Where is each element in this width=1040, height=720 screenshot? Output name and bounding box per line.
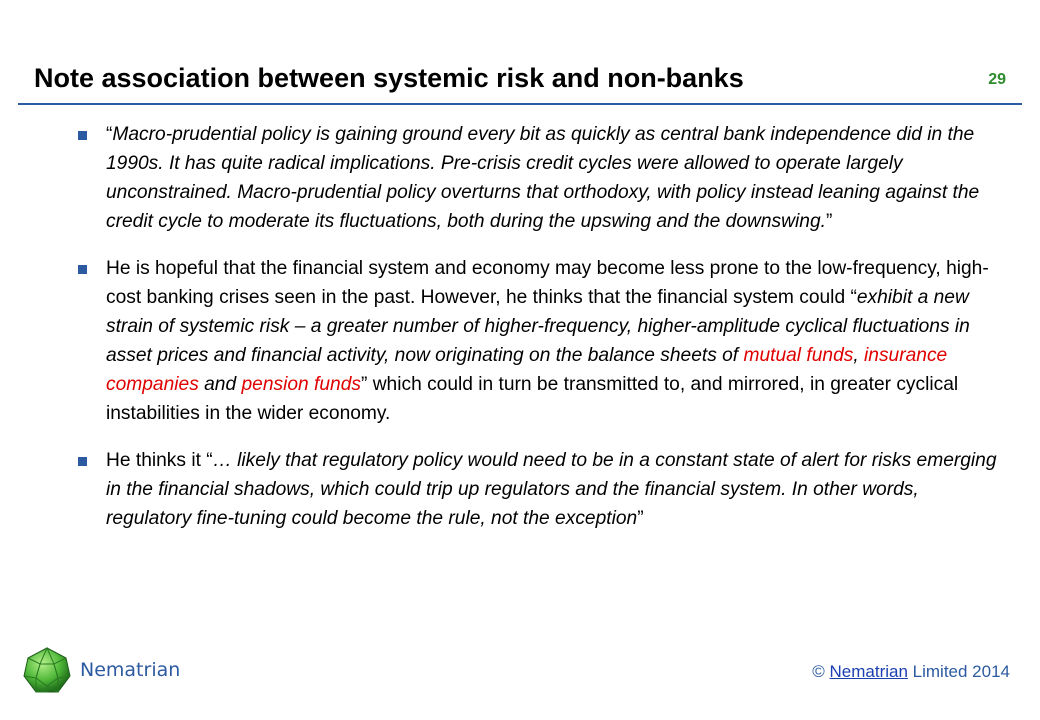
bullet-list bbox=[78, 120, 998, 551]
bullet-text-segment: ” bbox=[637, 508, 644, 529]
bullet-text-segment: He is hopeful that the financial system and economy may become less prone to the low-frequency, high-cost banking crises seen in the past. However, he thinks that the financial system could “ bbox=[106, 258, 989, 308]
bullet-item bbox=[78, 254, 998, 428]
slide-title: Note association between systemic risk and non-banks bbox=[34, 63, 744, 93]
bullet-text bbox=[106, 120, 998, 236]
bullet-text-segment: , bbox=[853, 345, 865, 366]
copyright-suffix: Limited 2014 bbox=[907, 662, 1010, 681]
title-divider bbox=[18, 103, 1022, 105]
bullet-text-segment: pension funds bbox=[241, 374, 361, 395]
bullet-text-segment: “ bbox=[106, 124, 113, 145]
bullet-item bbox=[78, 120, 998, 236]
bullet-text-segment: exhibit a new strain of systemic risk – a greater number of higher-frequency, higher-amplitude cyclical fluctuations in asset prices and financial activity, now originating on the balance sheets of bbox=[106, 287, 970, 366]
copyright-notice bbox=[812, 662, 1010, 682]
bullet-item bbox=[78, 446, 998, 533]
square-bullet-icon bbox=[78, 457, 87, 466]
bullet-text-segment: insurance companies bbox=[106, 345, 948, 395]
bullet-text-segment: and bbox=[198, 374, 242, 395]
bullet-text-segment: ” which could in turn be transmitted to, and mirrored, in greater cyclical instabilities in the wider economy. bbox=[106, 374, 959, 424]
bullet-text bbox=[106, 446, 998, 533]
copyright-link[interactable]: Nematrian bbox=[829, 662, 908, 681]
slide-number: 29 bbox=[988, 71, 1006, 88]
square-bullet-icon bbox=[78, 131, 87, 140]
bullet-text-segment: Macro-prudential policy is gaining ground every bit as quickly as central bank independence did in the 1990s. It has quite radical implications. Pre-crisis credit cycles were allowed to operate largely unconstrained. Macro-prudential policy overturns that orthodoxy, with policy instead leaning against the credit cycle to moderate its fluctuations, both during the upswing and the downswing. bbox=[106, 124, 980, 232]
green-polyhedron-icon bbox=[22, 646, 72, 696]
bullet-text-segment: ” bbox=[825, 211, 833, 232]
bullet-text-segment: mutual funds bbox=[743, 345, 854, 366]
brand-name: Nematrian bbox=[80, 659, 181, 681]
bullet-text-segment: … likely that regulatory policy would need to be in a constant state of alert for risks emerging in the financial shadows, which could trip up regulators and the financial system. In other words, regulatory fine-tuning could become the rule, not the exception bbox=[106, 450, 997, 529]
copyright-prefix: © bbox=[812, 662, 830, 681]
square-bullet-icon bbox=[78, 265, 87, 274]
bullet-text bbox=[106, 254, 998, 428]
bullet-text-segment: He thinks it “ bbox=[106, 450, 213, 471]
